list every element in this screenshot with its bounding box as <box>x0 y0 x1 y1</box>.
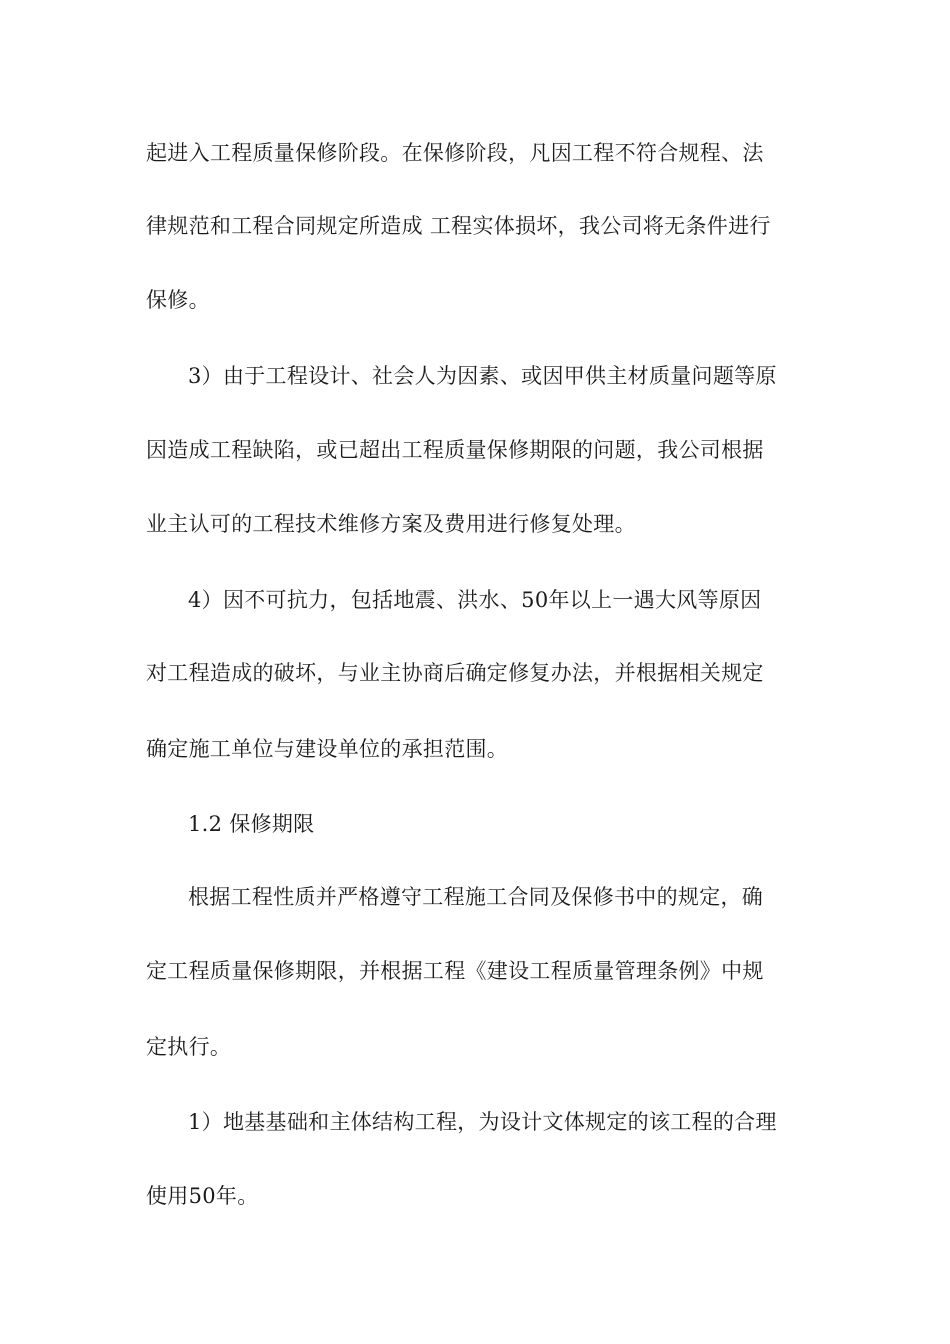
paragraph-line: 起进入工程质量保修阶段。在保修阶段，凡因工程不符合规程、法 <box>146 141 764 165</box>
paragraph-line: 定执行。 <box>146 1035 232 1059</box>
paragraph-line: 对工程造成的破坏，与业主协商后确定修复办法，并根据相关规定 <box>146 661 764 685</box>
paragraph-line: 律规范和工程合同规定所造成 工程实体损坏，我公司将无条件进行 <box>146 214 771 238</box>
paragraph-line: 业主认可的工程技术维修方案及费用进行修复处理。 <box>146 512 636 536</box>
paragraph-line: 定工程质量保修期限，并根据工程《建设工程质量管理条例》中规 <box>146 959 764 983</box>
paragraph-line: 使用50年。 <box>146 1184 259 1208</box>
section-heading: 1.2 保修期限 <box>188 812 315 836</box>
paragraph-line: 3）由于工程设计、社会人为因素、或因甲供主材质量问题等原 <box>188 364 777 388</box>
paragraph-line: 1）地基基础和主体结构工程，为设计文体规定的该工程的合理 <box>188 1110 777 1134</box>
paragraph-line: 确定施工单位与建设单位的承担范围。 <box>146 737 509 761</box>
paragraph-line: 保修。 <box>146 288 210 312</box>
paragraph-line: 4）因不可抗力，包括地震、洪水、50年以上一遇大风等原因 <box>188 588 762 612</box>
paragraph-line: 因造成工程缺陷，或已超出工程质量保修期限的问题，我公司根据 <box>146 438 764 462</box>
paragraph-line: 根据工程性质并严格遵守工程施工合同及保修书中的规定，确 <box>188 885 764 909</box>
